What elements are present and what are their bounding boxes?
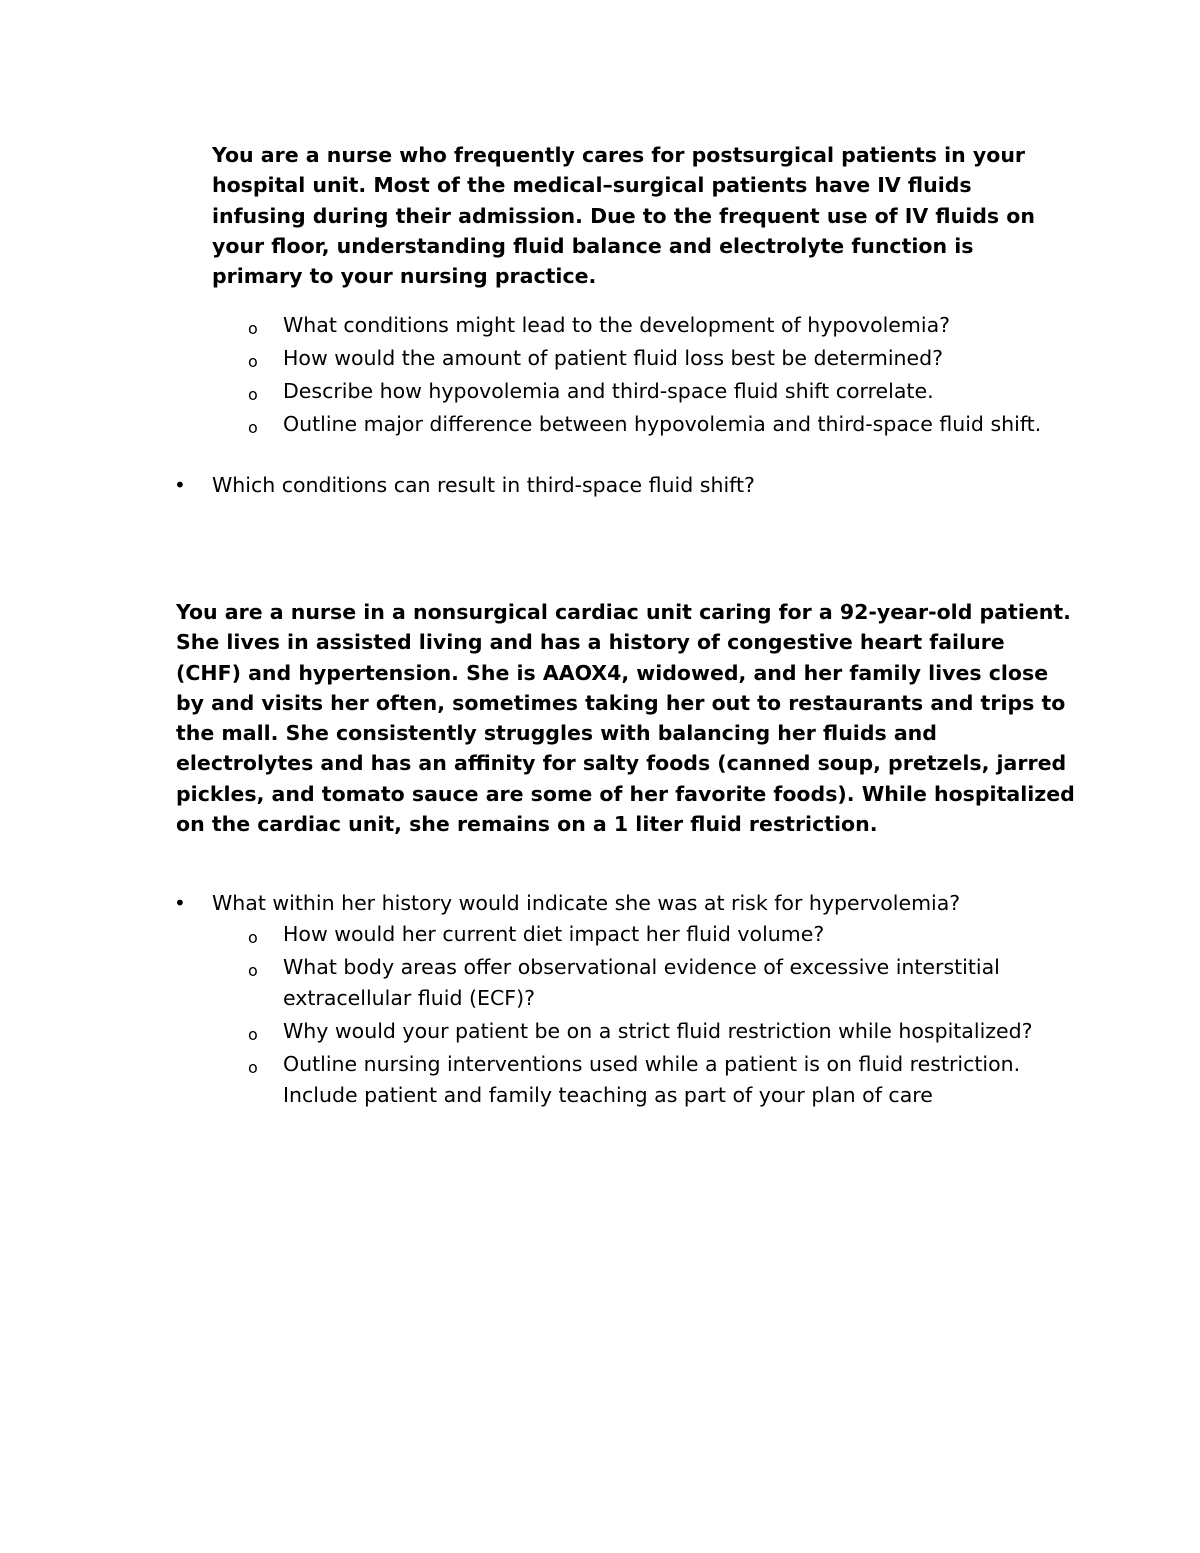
list-item bbox=[248, 376, 1053, 407]
hollow-bullet-icon: o bbox=[248, 1025, 258, 1044]
list-item bbox=[248, 1016, 1073, 1047]
hollow-bullet-icon: o bbox=[248, 928, 258, 947]
scenario-1-bullet-question-list bbox=[174, 470, 1032, 503]
list-item bbox=[174, 888, 1072, 919]
bullet-icon: • bbox=[174, 473, 186, 497]
sub-question-text: Describe how hypovolemia and third-space fluid shift correlate. bbox=[283, 379, 934, 403]
sub-question-text: Why would your patient be on a strict fluid restriction while hospitalized? bbox=[283, 1019, 1033, 1043]
hollow-bullet-icon: o bbox=[248, 961, 258, 980]
bullet-question-text: What within her history would indicate she was at risk for hypervolemia? bbox=[212, 891, 961, 915]
hollow-bullet-icon: o bbox=[248, 1058, 258, 1077]
scenario-1-paragraph: You are a nurse who frequently cares for postsurgical patients in your hospital unit. Most of the medical–surgical patients have IV fluids infusing during their admission. Due to the frequent use of IV fluids on your floor, understanding fluid balance and electrolyte function is primary to your nursing practice. bbox=[212, 143, 1035, 289]
scenario-2-paragraph: You are a nurse in a nonsurgical cardiac unit caring for a 92-year-old patient. She lives in assisted living and has a history of congestive heart failure (CHF) and hypertension. She is AAOX4, widowed, and her family lives close by and visits her often, sometimes taking her out to restaurants and trips to the mall. She consistently struggles with balancing her fluids and electrolytes and has an affinity for salty foods (canned soup, pretzels, jarred pickles, and tomato sauce are some of her favorite foods). While hospitalized on the cardiac unit, she remains on a 1 liter fluid restriction. bbox=[176, 600, 1075, 837]
list-item bbox=[248, 1049, 1073, 1111]
list-item bbox=[248, 343, 1053, 374]
hollow-bullet-icon: o bbox=[248, 319, 258, 338]
hollow-bullet-icon: o bbox=[248, 352, 258, 371]
scenario-2-bullet-question-list bbox=[174, 888, 1072, 921]
sub-question-text: Outline nursing interventions used while a patient is on fluid restriction. Include patient and family teaching as part of your plan of care bbox=[283, 1052, 1021, 1107]
list-item bbox=[248, 919, 1073, 950]
scenario-1-sub-question-list bbox=[248, 310, 1053, 442]
scenario-2-sub-question-list bbox=[248, 919, 1073, 1113]
bullet-icon: • bbox=[174, 891, 186, 915]
sub-question-text: How would the amount of patient fluid loss best be determined? bbox=[283, 346, 944, 370]
sub-question-text: Outline major difference between hypovolemia and third-space fluid shift. bbox=[283, 412, 1042, 436]
list-item bbox=[248, 409, 1053, 440]
sub-question-text: What body areas offer observational evidence of excessive interstitial extracellular fluid (ECF)? bbox=[283, 955, 1000, 1010]
list-item bbox=[248, 310, 1053, 341]
hollow-bullet-icon: o bbox=[248, 385, 258, 404]
list-item bbox=[174, 470, 1032, 501]
list-item bbox=[248, 952, 1073, 1014]
hollow-bullet-icon: o bbox=[248, 418, 258, 437]
sub-question-text: How would her current diet impact her fluid volume? bbox=[283, 922, 825, 946]
bullet-question-text: Which conditions can result in third-space fluid shift? bbox=[212, 473, 755, 497]
sub-question-text: What conditions might lead to the development of hypovolemia? bbox=[283, 313, 951, 337]
